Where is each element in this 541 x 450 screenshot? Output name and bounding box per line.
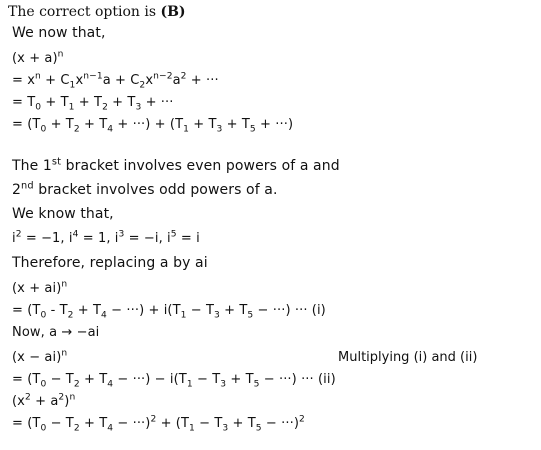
line-x-plus-ai: [12, 281, 67, 296]
math-text: a + C: [102, 73, 140, 88]
math-text: = 1, i: [78, 231, 119, 246]
math-sub: 2: [73, 379, 80, 390]
math-text: = (T: [12, 416, 41, 431]
math-text: x: [75, 73, 84, 88]
math-sub: 0: [40, 423, 47, 434]
math-sup: st: [51, 156, 62, 168]
multiplying-note: Multiplying (i) and (ii): [338, 350, 478, 365]
line-grouped: [12, 117, 294, 135]
math-text: − ···) ··· (i): [253, 303, 326, 318]
math-sup: n: [69, 392, 76, 403]
line-equation-ii: [12, 372, 336, 390]
math-text: + ···): [255, 117, 294, 132]
math-sup: n: [57, 49, 64, 60]
math-text: + T: [41, 95, 69, 110]
math-text: = x: [12, 73, 36, 88]
line-text: bracket involves even powers of a and: [61, 158, 340, 174]
math-sup: 4: [72, 229, 79, 240]
math-text: + (T: [156, 416, 190, 431]
math-text: + ···: [141, 95, 174, 110]
math-text: a: [172, 73, 181, 88]
math-sup: 2: [24, 392, 31, 403]
math-text: (x − ai): [12, 350, 62, 365]
line-x2-plus-a2: [12, 394, 75, 409]
math-sub: 1: [69, 80, 76, 91]
math-sub: 1: [186, 379, 193, 390]
answer-prefix: The correct option is: [8, 4, 161, 20]
math-sup: n: [35, 71, 41, 82]
math-text: = T: [12, 95, 36, 110]
line-intro: [12, 25, 106, 41]
math-text: − T: [46, 372, 74, 387]
math-sup: 3: [118, 229, 125, 240]
math-sub: 1: [189, 423, 195, 434]
math-sub: 0: [40, 379, 47, 390]
math-sub: 0: [35, 102, 42, 113]
math-sub: 3: [220, 379, 227, 390]
math-text: + ···: [186, 73, 219, 88]
math-sub: 3: [216, 124, 223, 135]
line-final-result: [12, 414, 305, 434]
math-sub: 4: [107, 423, 114, 434]
math-sup: 2: [299, 414, 305, 425]
math-text: − ···) − i(T: [113, 372, 187, 387]
math-text: + T: [74, 95, 103, 110]
math-text: x: [145, 73, 154, 88]
math-text: = −1, i: [21, 231, 73, 246]
line-second-bracket: [12, 182, 278, 198]
math-sub: 1: [68, 102, 75, 113]
math-sup: 2: [15, 229, 22, 240]
math-text: + T: [189, 117, 217, 132]
math-sub: 5: [247, 310, 254, 321]
line-text: Therefore, replacing a by ai: [12, 255, 208, 271]
line-first-bracket: [12, 158, 340, 174]
math-text: (x: [12, 394, 25, 409]
math-text: − T: [194, 416, 223, 431]
math-sup: nd: [21, 180, 34, 192]
math-sub: 3: [214, 310, 220, 321]
math-sup: 5: [170, 229, 177, 240]
line-text: 2: [12, 182, 22, 198]
line-text: We know that,: [12, 206, 114, 222]
math-sub: 5: [249, 124, 256, 135]
math-sub: 3: [135, 102, 142, 113]
math-sub: 5: [255, 423, 262, 434]
math-sup: 2: [180, 71, 187, 82]
line-text: We now that,: [12, 25, 106, 41]
math-sub: 1: [183, 124, 190, 135]
math-text: − ···) + i(T: [106, 303, 181, 318]
math-text: ): [64, 394, 70, 409]
math-sub: 4: [107, 124, 114, 135]
line-x-minus-ai: [12, 350, 67, 365]
math-text: + T: [79, 372, 108, 387]
math-sup: 2: [58, 392, 65, 403]
math-sup: n: [61, 279, 68, 290]
math-text: + T: [107, 95, 136, 110]
math-text: = −i, i: [124, 231, 171, 246]
math-text: + T: [79, 117, 108, 132]
math-text: + T: [79, 416, 108, 431]
math-sup: n−2: [153, 71, 173, 82]
math-sub: 4: [101, 310, 107, 321]
math-text: + T: [228, 416, 256, 431]
math-text: + T: [222, 117, 250, 132]
math-text: + T: [73, 303, 102, 318]
math-text: − ···): [261, 416, 300, 431]
math-sub: 3: [222, 423, 229, 434]
math-text: − T: [46, 416, 74, 431]
math-text: + a: [30, 394, 59, 409]
math-text: − ···): [113, 416, 151, 431]
math-text: + ···) + (T: [113, 117, 184, 132]
line-text: Now, a → −ai: [12, 325, 100, 340]
math-sub: 0: [40, 310, 47, 321]
math-text: i: [12, 231, 16, 246]
math-text: + T: [219, 303, 248, 318]
line-replacing: [12, 255, 208, 271]
math-sub: 1: [180, 310, 187, 321]
line-we-know: [12, 206, 114, 222]
math-text: = i: [176, 231, 200, 246]
answer-option: (B): [160, 4, 186, 20]
math-text: = (T: [12, 372, 41, 387]
line-expansion: [12, 71, 219, 91]
math-text: = (T: [12, 303, 41, 318]
line-terms: [12, 95, 174, 113]
math-sup: n: [61, 348, 68, 359]
math-sub: 5: [253, 379, 260, 390]
math-sub: 0: [40, 124, 47, 135]
math-text: (x + a): [12, 51, 58, 66]
math-text: = (T: [12, 117, 41, 132]
math-sub: 2: [102, 102, 108, 113]
line-powers-of-i: [12, 231, 200, 246]
math-sub: 2: [73, 423, 80, 434]
math-text: + C: [40, 73, 70, 88]
math-sub: 2: [67, 310, 74, 321]
math-text: (x + ai): [12, 281, 62, 296]
line-text: bracket involves odd powers of a.: [33, 182, 278, 198]
math-text: - T: [46, 303, 68, 318]
line-now-a: [12, 325, 99, 340]
math-sup: n−1: [83, 71, 103, 82]
math-sup: 2: [150, 414, 157, 425]
math-text: + T: [46, 117, 74, 132]
math-sub: 4: [107, 379, 114, 390]
line-binomial: [12, 51, 64, 66]
math-text: + T: [226, 372, 254, 387]
math-text: − T: [186, 303, 215, 318]
line-equation-i: [12, 303, 326, 321]
line-text: The 1: [12, 158, 52, 174]
math-sub: 2: [73, 124, 80, 135]
math-text: − ···) ··· (ii): [259, 372, 336, 387]
math-text: − T: [192, 372, 221, 387]
answer-header: [8, 4, 186, 20]
math-sub: 2: [139, 80, 146, 91]
